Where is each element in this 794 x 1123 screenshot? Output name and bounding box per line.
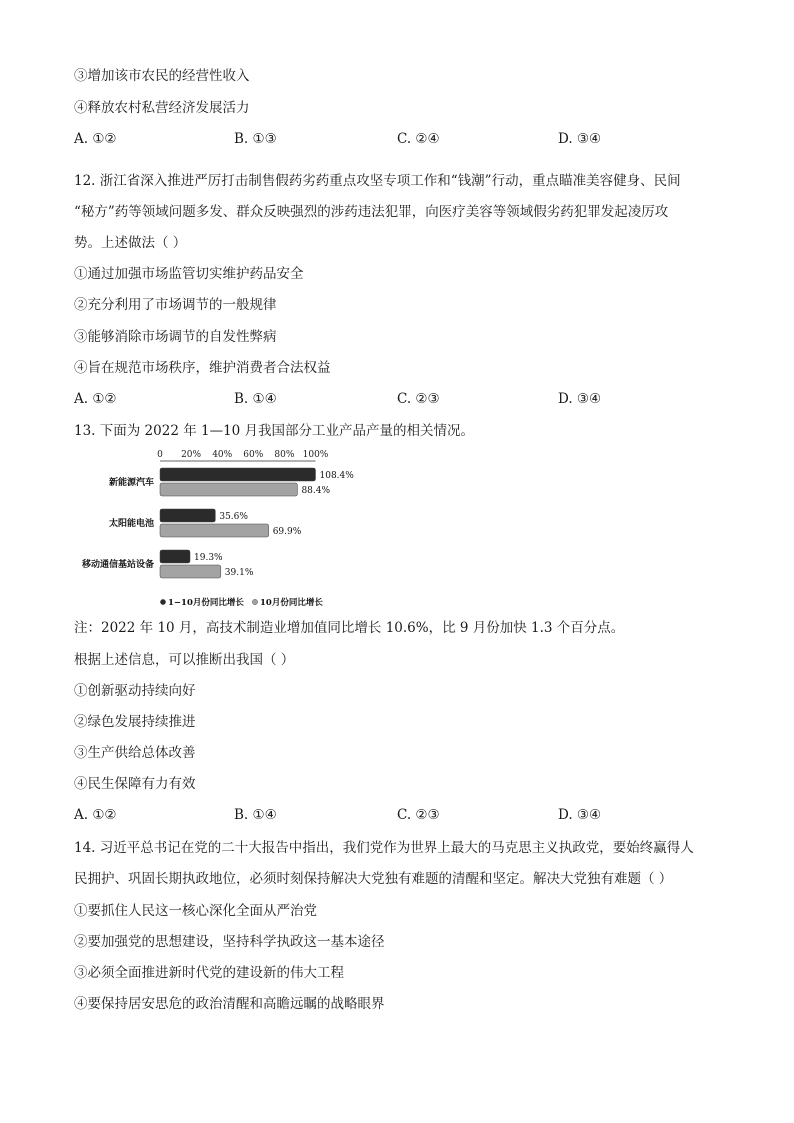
q12-item-4: ④旨在规范市场秩序，维护消费者合法权益 xyxy=(74,360,331,376)
q12-option-b[interactable]: B. ①④ xyxy=(234,391,277,407)
q13-item-1: ①创新驱动持续向好 xyxy=(74,683,196,699)
x-tick-label: 20% xyxy=(181,450,202,460)
q13-item-2: ②绿色发展持续推进 xyxy=(74,714,196,730)
q11-options xyxy=(74,131,694,147)
category-label: 太阳能电池 xyxy=(108,519,154,529)
legend-marker xyxy=(160,599,165,604)
q13-option-d[interactable]: D. ③④ xyxy=(558,807,602,823)
q11-item-3: ③增加该市农民的经营性收入 xyxy=(74,68,250,84)
bar-jan-oct xyxy=(160,468,316,481)
q12-stem-line-3: 势。上述做法（ ） xyxy=(74,235,187,251)
q11-option-d[interactable]: D. ③④ xyxy=(558,131,602,147)
data-label: 69.9% xyxy=(272,527,302,537)
q13-item-3: ③生产供给总体改善 xyxy=(74,745,196,761)
bar-oct xyxy=(160,524,269,537)
q11-item-4: ④释放农村私营经济发展活力 xyxy=(74,100,250,116)
data-label: 19.3% xyxy=(194,553,223,563)
x-tick-label: 100% xyxy=(302,450,329,460)
q13-stem: 13. 下面为 2022 年 1—10 月我国部分工业产品产量的相关情况。 xyxy=(74,423,475,439)
x-axis-ticks xyxy=(157,450,329,461)
q12-item-3: ③能够消除市场调节的自发性弊病 xyxy=(74,329,277,345)
x-tick-label: 60% xyxy=(243,450,264,460)
data-label: 39.1% xyxy=(224,568,254,578)
q13-item-4: ④民生保障有力有效 xyxy=(74,776,196,792)
q13-question: 根据上述信息，可以推断出我国（ ） xyxy=(74,652,295,668)
q12-option-c[interactable]: C. ②③ xyxy=(397,391,440,407)
category-labels xyxy=(81,476,154,570)
q12-option-d[interactable]: D. ③④ xyxy=(558,391,602,407)
legend-label: 1−10月份同比增长 xyxy=(168,598,244,608)
q11-option-c[interactable]: C. ②④ xyxy=(397,131,440,147)
x-tick-label: 0 xyxy=(157,450,163,460)
q13-option-c[interactable]: C. ②③ xyxy=(397,807,440,823)
category-label: 新能源汽车 xyxy=(108,478,154,488)
q12-item-2: ②充分利用了市场调节的一般规律 xyxy=(74,297,277,313)
category-label: 移动通信基站设备 xyxy=(81,560,154,570)
production-growth-chart xyxy=(74,446,394,612)
q12-options xyxy=(74,391,694,407)
q14-item-1: ①要抓住人民这一核心深化全面从严治党 xyxy=(74,903,317,919)
q11-option-a[interactable]: A. ①② xyxy=(74,131,117,147)
data-label: 35.6% xyxy=(219,512,248,522)
x-tick-label: 80% xyxy=(274,450,295,460)
legend-label: 10月份同比增长 xyxy=(260,598,323,608)
q12-item-1: ①通过加强市场监管切实维护药品安全 xyxy=(74,266,304,282)
x-tick-label: 40% xyxy=(212,450,233,460)
data-label: 108.4% xyxy=(319,471,354,481)
bar-jan-oct xyxy=(160,509,215,522)
q11-option-b[interactable]: B. ①③ xyxy=(234,131,277,147)
legend-marker xyxy=(252,599,257,604)
q14-stem-line-1: 14. 习近平总书记在党的二十大报告中指出，我们党作为世界上最大的马克思主义执政党，要始终赢得人 xyxy=(74,840,694,856)
bar-oct xyxy=(160,565,221,578)
bar-jan-oct xyxy=(160,550,190,563)
bars xyxy=(160,468,354,578)
q12-stem-line-2: “秘方”药等领域问题多发、群众反映强烈的涉药违法犯罪，向医疗美容等领域假劣药犯罪发起凌厉攻 xyxy=(74,204,669,220)
q12-option-a[interactable]: A. ①② xyxy=(74,391,117,407)
q14-item-4: ④要保持居安思危的政治清醒和高瞻远瞩的战略眼界 xyxy=(74,996,385,1012)
q13-option-b[interactable]: B. ①④ xyxy=(234,807,277,823)
q13-note: 注：2022 年 10 月，高技术制造业增加值同比增长 10.6%，比 9 月份加快 1.3 个百分点。 xyxy=(74,620,625,636)
q13-option-a[interactable]: A. ①② xyxy=(74,807,117,823)
q14-stem-line-2: 民拥护、巩固长期执政地位，必须时刻保持解决大党独有难题的清醒和坚定。解决大党独有难题（ ） xyxy=(74,871,673,887)
chart-legend xyxy=(160,597,323,608)
q13-options xyxy=(74,807,694,823)
bar-oct xyxy=(160,483,297,496)
q14-item-3: ③必须全面推进新时代党的建设新的伟大工程 xyxy=(74,965,344,981)
q12-stem-line-1: 12. 浙江省深入推进严厉打击制售假药劣药重点攻坚专项工作和“钱潮”行动，重点瞄准美容健身、民间 xyxy=(74,173,681,189)
q14-item-2: ②要加强党的思想建设，坚持科学执政这一基本途径 xyxy=(74,934,385,950)
data-label: 88.4% xyxy=(301,486,331,496)
